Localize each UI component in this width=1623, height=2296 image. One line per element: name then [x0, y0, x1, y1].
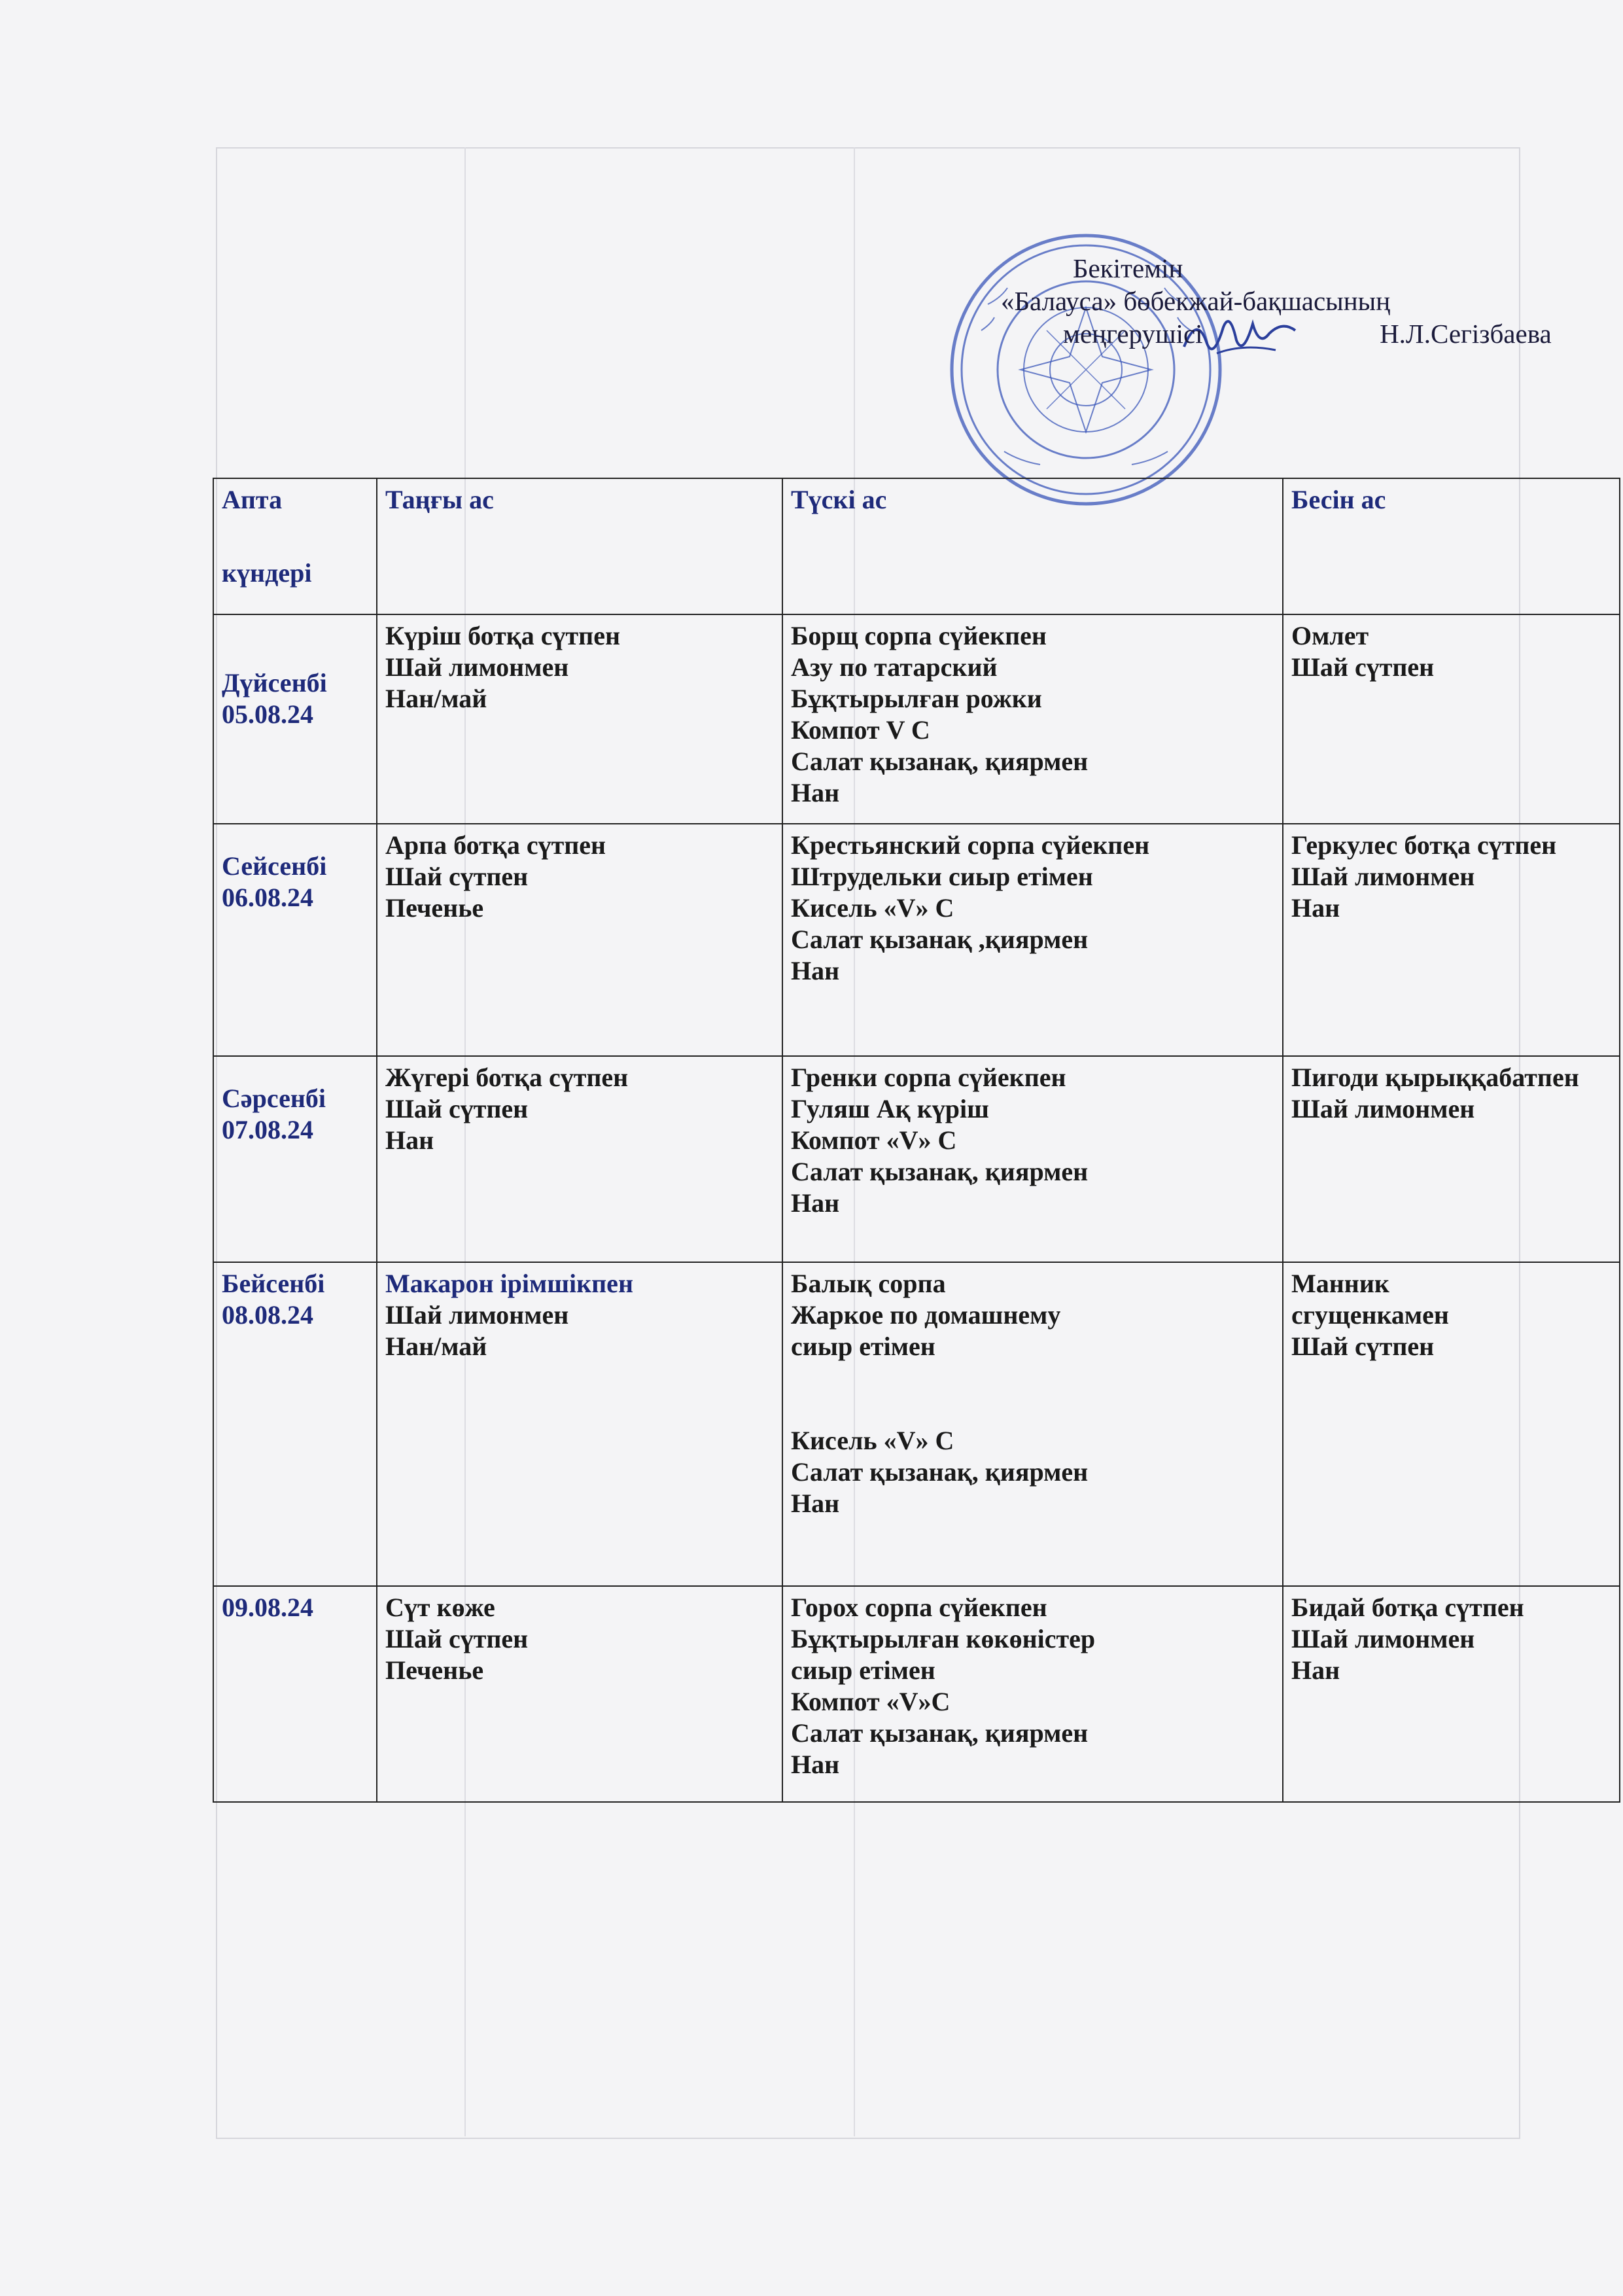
meal-item: Геркулес ботқа сүтпен: [1291, 830, 1557, 860]
breakfast-cell: [377, 1262, 782, 1586]
table-row: [213, 1056, 1620, 1262]
meal-item: Шай сүтпен: [1291, 652, 1435, 682]
meal-item: Сүт көже: [385, 1593, 495, 1622]
day-name: Сейсенбі: [222, 851, 327, 881]
spacer: [791, 1362, 1274, 1425]
breakfast-cell: [377, 614, 782, 824]
approval-title: Бекітемін: [1073, 253, 1183, 283]
meal-item: Салат қызанақ ,қиярмен: [791, 925, 1089, 954]
meal-item: Нан: [1291, 1655, 1340, 1685]
meal-item: Горох сорпа сүйекпен: [791, 1593, 1047, 1622]
meal-item: Нан: [1291, 893, 1340, 923]
approval-block: [1001, 252, 1590, 350]
meal-item: сиыр етімен: [791, 1332, 935, 1361]
meal-item: Компот V C: [791, 715, 930, 745]
meal-item: Бұқтырылған рожки: [791, 684, 1042, 713]
day-date: 07.08.24: [222, 1115, 313, 1144]
meal-item: Компот «V» С: [791, 1125, 957, 1155]
meal-item: сиыр етімен: [791, 1655, 935, 1685]
meal-item: Кисель «V» С: [791, 893, 954, 923]
meal-item: Салат қызанақ, қиярмен: [791, 747, 1089, 776]
meal-item: Салат қызанақ, қиярмен: [791, 1157, 1089, 1186]
meal-item: Арпа ботқа сүтпен: [385, 830, 606, 860]
approval-name: Н.Л.Сегізбаева: [1380, 319, 1552, 349]
meal-item: Нан/май: [385, 684, 487, 713]
lunch-cell: [782, 1586, 1283, 1802]
meal-item: Жаркое по домашнему: [791, 1300, 1061, 1330]
weekly-menu-table: [213, 478, 1620, 1803]
header-breakfast: Таңғы ас: [377, 478, 782, 614]
meal-item: Нан: [791, 1750, 840, 1779]
header-weekdays: Апта күндері: [213, 478, 377, 614]
day-cell: [213, 614, 377, 824]
meal-item: Печенье: [385, 1655, 484, 1685]
snack-cell: [1283, 614, 1620, 824]
day-date: 05.08.24: [222, 699, 313, 729]
meal-item: Шай лимонмен: [1291, 862, 1475, 891]
lunch-cell: [782, 824, 1283, 1056]
meal-item: Шай сүтпен: [385, 862, 529, 891]
day-cell: [213, 1586, 377, 1802]
snack-cell: [1283, 1586, 1620, 1802]
meal-item: Шай лимонмен: [1291, 1094, 1475, 1123]
day-cell: [213, 1056, 377, 1262]
meal-item: Крестьянский сорпа сүйекпен: [791, 830, 1150, 860]
snack-cell: [1283, 1262, 1620, 1586]
meal-item: Шай лимонмен: [1291, 1624, 1475, 1653]
snack-cell: [1283, 824, 1620, 1056]
breakfast-cell: [377, 824, 782, 1056]
meal-item: сгущенкамен: [1291, 1300, 1449, 1330]
meal-item: Пигоди қырыққабатпен: [1291, 1063, 1579, 1092]
meal-item: Нан: [791, 956, 840, 985]
day-date: 08.08.24: [222, 1300, 313, 1330]
meal-item: Гренки сорпа сүйекпен: [791, 1063, 1066, 1092]
day-date: 06.08.24: [222, 883, 313, 912]
meal-item: Шай сүтпен: [385, 1094, 529, 1123]
meal-item: Нан/май: [385, 1332, 487, 1361]
day-date: 09.08.24: [222, 1593, 313, 1622]
meal-item: Штрудельки сиыр етімен: [791, 862, 1093, 891]
approval-signatory: [1001, 317, 1590, 350]
meal-item: Манник: [1291, 1269, 1389, 1298]
table-row: [213, 1262, 1620, 1586]
meal-item: Шай сүтпен: [385, 1624, 529, 1653]
breakfast-cell: [377, 1056, 782, 1262]
meal-item: Күріш ботқа сүтпен: [385, 621, 621, 650]
day-name: Бейсенбі: [222, 1269, 325, 1298]
snack-cell: [1283, 1056, 1620, 1262]
day-name: Сәрсенбі: [222, 1084, 326, 1113]
approval-position: меңгерушісі: [1063, 319, 1203, 349]
meal-item: Нан: [385, 1125, 434, 1155]
meal-item: Салат қызанақ, қиярмен: [791, 1457, 1089, 1487]
meal-item: Нан: [791, 778, 840, 807]
day-name: Дүйсенбі: [222, 668, 327, 698]
meal-item: Макарон ірімшікпен: [385, 1269, 633, 1298]
meal-item: Бидай ботқа сүтпен: [1291, 1593, 1524, 1622]
meal-item: Нан: [791, 1489, 840, 1518]
meal-item: Шай лимонмен: [385, 1300, 569, 1330]
table-header-row: [213, 478, 1620, 614]
meal-item: Борщ сорпа сүйекпен: [791, 621, 1047, 650]
meal-item: Салат қызанақ, қиярмен: [791, 1718, 1089, 1748]
meal-item: Омлет: [1291, 621, 1369, 650]
approval-organization: «Балауса» бөбекжай-бақшасының: [1001, 286, 1391, 316]
meal-item: Гуляш Ақ күріш: [791, 1094, 989, 1123]
meal-item: Бұқтырылған көкөністер: [791, 1624, 1096, 1653]
table-row: [213, 614, 1620, 824]
meal-item: Нан: [791, 1188, 840, 1218]
lunch-cell: [782, 614, 1283, 824]
header-snack: Бесін ас: [1283, 478, 1620, 614]
lunch-cell: [782, 1262, 1283, 1586]
table-row: [213, 824, 1620, 1056]
meal-item: Печенье: [385, 893, 484, 923]
meal-item: Компот «V»С: [791, 1687, 951, 1716]
breakfast-cell: [377, 1586, 782, 1802]
meal-item: Кисель «V» С: [791, 1426, 954, 1455]
meal-item: Балық сорпа: [791, 1269, 946, 1298]
meal-item: Шай лимонмен: [385, 652, 569, 682]
day-cell: [213, 824, 377, 1056]
meal-item: Жүгері ботқа сүтпен: [385, 1063, 629, 1092]
meal-item: Азу по татарский: [791, 652, 998, 682]
header-lunch: Түскі ас: [782, 478, 1283, 614]
meal-item: Шай сүтпен: [1291, 1332, 1435, 1361]
day-cell: [213, 1262, 377, 1586]
lunch-cell: [782, 1056, 1283, 1262]
table-row: [213, 1586, 1620, 1802]
